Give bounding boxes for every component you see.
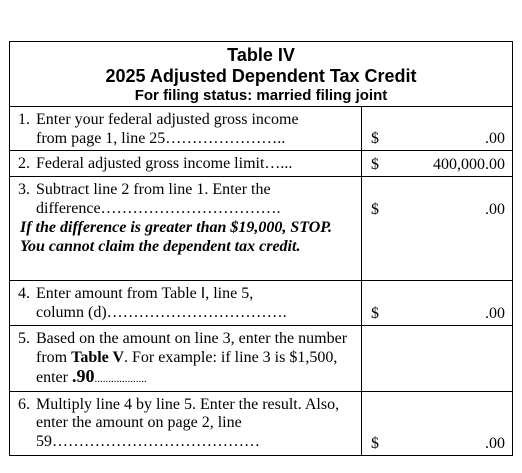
table-ref: I	[200, 285, 206, 302]
table-header	[10, 42, 512, 107]
example-value: .90	[71, 366, 95, 386]
line-description	[10, 391, 362, 455]
line-item-2	[10, 151, 512, 177]
line-text-leader: column (d)…………………………….	[36, 303, 287, 321]
line-item-1	[10, 107, 512, 151]
amount-field-line-2[interactable]	[362, 151, 513, 177]
line-text: Subtract line 2 from line 1. Enter the	[36, 181, 271, 198]
table-ref: Table V	[71, 348, 125, 366]
line-items	[10, 107, 512, 455]
table-title: Table IV	[227, 45, 295, 65]
line-number: 5.	[18, 330, 30, 347]
line-text-end: , line 5,	[205, 285, 254, 302]
line-item-5	[10, 326, 512, 392]
line-number: 3.	[18, 181, 30, 198]
line-text-leader: ...................	[94, 373, 147, 385]
dollar-sign: $	[371, 156, 379, 173]
line-text: Enter your federal adjusted gross income	[36, 111, 299, 128]
filing-status-label: For filing status: married filing joint	[134, 87, 388, 104]
line-description	[10, 281, 362, 326]
amount-field-line-4[interactable]	[362, 281, 513, 326]
line-number: 6.	[18, 395, 30, 413]
line-item-4	[10, 281, 512, 326]
stop-warning: If the difference is greater than $19,000, STOP. You cannot claim the dependent tax credit.	[20, 219, 333, 255]
line-description	[10, 326, 362, 392]
amount-value: .00	[485, 201, 505, 218]
amount-field-line-3[interactable]	[362, 177, 513, 281]
line-description	[10, 151, 362, 177]
line-text-leader: from page 1, line 25…………………..	[36, 129, 286, 147]
amount-field-line-6[interactable]	[362, 391, 513, 455]
table-subtitle: 2025 Adjusted Dependent Tax Credit	[105, 66, 417, 86]
line-item-6	[10, 391, 512, 455]
line-text-end: . For example: if line 3 is $1,500, enter	[36, 348, 338, 386]
line-number: 2.	[18, 155, 30, 172]
dollar-sign: $	[371, 201, 379, 218]
amount-field-line-1[interactable]	[362, 107, 513, 151]
amount-value: .00	[485, 130, 505, 147]
line-text-leader: difference…………………………….	[36, 199, 281, 217]
line-text: Multiply line 4 by line 5. Enter the result. Also, enter the amount on page 2, line 59…………………………………	[36, 395, 340, 450]
line-number: 1.	[18, 111, 30, 128]
line-description	[10, 177, 362, 281]
line-text: Based on the amount on line 3, enter the number from	[36, 330, 348, 366]
line-description	[10, 107, 362, 151]
dollar-sign: $	[371, 435, 379, 452]
tax-credit-table	[9, 41, 513, 456]
line-item-3	[10, 177, 512, 281]
line-text: Federal adjusted gross income limit…...	[36, 155, 293, 172]
dollar-sign: $	[371, 305, 379, 322]
amount-field-line-5[interactable]	[362, 326, 513, 392]
dollar-sign: $	[371, 130, 379, 147]
amount-value: .00	[485, 305, 505, 322]
amount-value: .00	[485, 435, 505, 452]
line-number: 4.	[18, 285, 30, 302]
amount-value: 400,000.00	[433, 156, 505, 173]
line-text: Enter amount from Table	[36, 285, 201, 302]
